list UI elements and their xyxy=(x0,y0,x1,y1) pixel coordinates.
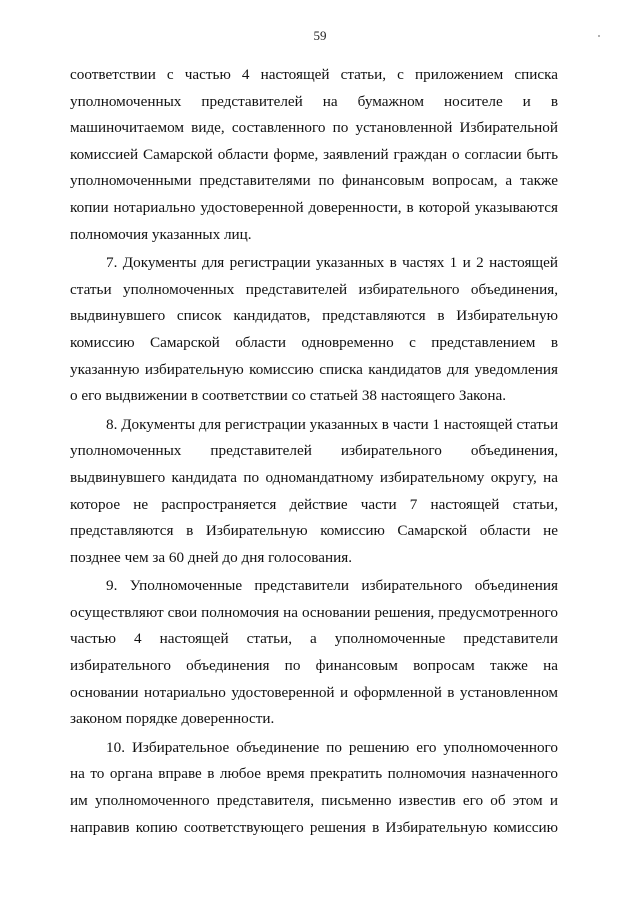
text-line: 9. Уполномоченные представители избирательного объединения xyxy=(106,577,558,595)
text-line: направив копию соответствующего решения в Избирательную комиссию xyxy=(70,818,558,836)
text-line: позднее чем за 60 дней до дня голосования. xyxy=(70,548,353,566)
paragraph-7 xyxy=(70,250,558,410)
text-line: частью 4 настоящей статьи, а уполномоченные представители xyxy=(70,630,558,648)
paragraph-9 xyxy=(70,573,558,733)
text-line: указанную избирательную комиссию списка кандидатов для уведомления xyxy=(70,360,558,378)
text-line: копии нотариально удостоверенной доверенности, в которой указываются xyxy=(70,198,558,216)
document-body xyxy=(70,62,558,841)
page-number: 59 xyxy=(313,28,327,43)
text-line: статьи уполномоченных представителей избирательного объединения, xyxy=(70,280,558,298)
text-line: уполномоченных представителей избирательного объединения, xyxy=(70,442,558,460)
text-line: комиссию Самарской области одновременно с представлением в xyxy=(70,333,558,351)
text-line: законом порядке доверенности. xyxy=(70,710,275,728)
text-line: уполномоченных представителей на бумажном носителе и в xyxy=(70,92,558,110)
text-line: выдвинувшего кандидата по одномандатному избирательному округу, на xyxy=(70,468,558,486)
text-line: им уполномоченного представителя, письменно известив его об этом и xyxy=(70,792,558,810)
text-line: уполномоченными представителями по финансовым вопросам, а также xyxy=(70,172,558,190)
text-line: выдвинувшего список кандидатов, представляются в Избирательную xyxy=(70,307,558,325)
text-line: осуществляют свои полномочия на основании решения, предусмотренного xyxy=(70,603,558,621)
text-line: 8. Документы для регистрации указанных в части 1 настоящей статьи xyxy=(106,415,559,433)
text-line: 7. Документы для регистрации указанных в частях 1 и 2 настоящей xyxy=(106,254,558,272)
text-line: комиссией Самарской области форме, заявлений граждан о согласии быть xyxy=(70,145,558,163)
text-line: которое не распространяется действие части 7 настоящей статьи, xyxy=(70,495,558,513)
text-line: основании нотариально удостоверенной и оформленной в установленном xyxy=(70,683,558,701)
text-line: о его выдвижении в соответствии со статьей 38 настоящего Закона. xyxy=(70,387,507,405)
text-line: машиночитаемом виде, составленного по установленной Избирательной xyxy=(70,119,558,137)
text-line: соответствии с частью 4 настоящей статьи, с приложением списка xyxy=(70,66,558,83)
text-line: на то органа вправе в любое время прекратить полномочия назначенного xyxy=(70,765,558,783)
text-line: полномочия указанных лиц. xyxy=(70,225,252,243)
scan-speck xyxy=(598,35,600,37)
paragraph-10 xyxy=(70,735,558,841)
text-line: избирательного объединения по финансовым вопросам также на xyxy=(70,657,558,675)
text-line: представляются в Избирательную комиссию Самарской области не xyxy=(70,522,558,540)
paragraph-8 xyxy=(70,412,558,572)
paragraph-continuation xyxy=(70,62,558,248)
text-line: 10. Избирательное объединение по решению его уполномоченного xyxy=(106,738,558,756)
